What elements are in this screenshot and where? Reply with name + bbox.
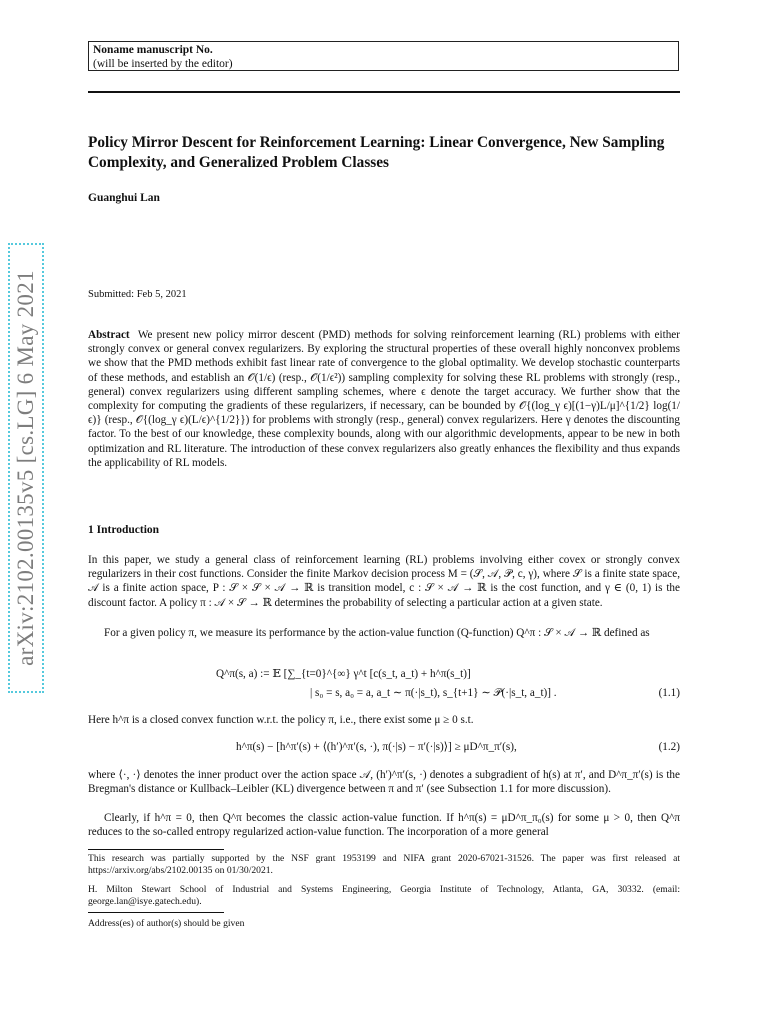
submitted-date: Submitted: Feb 5, 2021: [88, 289, 187, 300]
arxiv-stamp-link[interactable]: [8, 243, 44, 693]
footnote-funding[interactable]: This research was partially supported by the NSF grant 1953199 and NIFA grant 2020-67021-31526. The paper was first released at https://arxiv.org/abs/2102.00135 on 01/30/2021.: [88, 853, 680, 877]
intro-paragraph-3: Here h^π is a closed convex function w.r.t. the policy π, i.e., there exist some μ ≥ 0 s.t.: [88, 714, 474, 726]
intro-paragraph-1: In this paper, we study a general class of reinforcement learning (RL) problems involving either covex or strongly convex regularizers in their cost functions. Consider the finite Markov decision process M = (𝒮, 𝒜, 𝒫, c, γ), where 𝒮 is a finite state space, 𝒜 is a finite action space, P : 𝒮 × 𝒮 × 𝒜 → ℝ is transition model, c : 𝒮 × 𝒜 → ℝ is the cost function, and γ ∈ (0, 1) is the discount factor. A policy π : 𝒜 × 𝒮 → ℝ determines the probability of selecting a particular action at a given state.: [88, 554, 680, 609]
editor-note: (will be inserted by the editor): [93, 58, 233, 70]
abstract-label: Abstract: [88, 329, 130, 341]
section-heading-introduction: 1 Introduction: [88, 524, 160, 536]
abstract-text: We present new policy mirror descent (PMD) methods for solving reinforcement learning (RL) problems with either strongly convex or general convex regularizers. By exploring the structural properties of these overall highly nonconvex problems we show that the PMD methods exhibit fast linear rate of convergence to the global optimality. We develop stochastic counterparts of these methods, and establish an 𝒪(1/ϵ) (resp., 𝒪(1/ϵ²)) sampling complexity for solving these RL problems with strongly (resp., general) convex regularizers using different sampling schemes, where ϵ denote the target accuracy. We further show that the complexity for computing the gradients of these regularizers, if necessary, can be bounded by 𝒪{(log_γ ϵ)[(1−γ)L/μ]^{1/2} log(1/ϵ)} (resp., 𝒪{(log_γ ϵ)(L/ϵ)^{1/2}}) for problems with strongly (resp., general) convex regularizers. Here γ denotes the discounting factor. To the best of our knowledge, these complexity bounds, along with our algorithmic developments, appear to be new in both optimization and RL literature. The introduction of these convex regularizers also greatly enhances the flexibility and thus expands the applicability of RL models.: [88, 329, 680, 469]
author-name: Guanghui Lan: [88, 192, 160, 204]
intro-paragraph-5: Clearly, if h^π = 0, then Q^π becomes the classic action-value function. If h^π(s) = μD^π_π₀(s) for some μ > 0, then Q^π reduces to the so-called entropy regularized action-value function. The incorporation of a more general: [88, 812, 680, 839]
equation-1-1-line1-body: Q^π(s, a) := 𝔼 [∑_{t=0}^{∞} γ^t [c(s_t, a_t) + h^π(s_t)]: [216, 668, 471, 680]
intro-paragraph-4[interactable]: where ⟨·, ·⟩ denotes the inner product over the action space 𝒜, (h′)^π′(s, ·) denotes a subgradient of h(s) at π′, and D^π_π′(s) is the Bregman's distance or Kullback–Leibler (KL) divergence between π and π′ (see Subsection 1.1 for more discussion).: [88, 769, 680, 796]
manuscript-box: [88, 41, 679, 71]
equation-1-2-body: h^π(s) − [h^π′(s) + ⟨(h′)^π′(s, ·), π(·|s) − π′(·|s)⟩] ≥ μD^π_π′(s),: [236, 741, 517, 753]
footnote-address-note: Address(es) of author(s) should be given: [88, 918, 245, 929]
footnote-rule-2: [88, 912, 224, 913]
paper-title: Policy Mirror Descent for Reinforcement Learning: Linear Convergence, New Sampling Complexity, and Generalized Problem Classes: [88, 134, 665, 171]
arxiv-stamp-text: arXiv:2102.00135v5 [cs.LG] 6 May 2021: [13, 270, 38, 666]
equation-1-1-number: (1.1): [658, 687, 680, 699]
intro-paragraph-2: For a given policy π, we measure its performance by the action-value function (Q-function) Q^π : 𝒮 × 𝒜 → ℝ defined as: [104, 627, 650, 639]
header-rule: [88, 91, 680, 93]
footnote-rule: [88, 849, 224, 850]
equation-1-2-number: (1.2): [658, 741, 680, 753]
footnote-affiliation[interactable]: H. Milton Stewart School of Industrial and Systems Engineering, Georgia Institute of Technology, Atlanta, GA, 30332. (email: george.lan@isye.gatech.edu).: [88, 884, 680, 908]
equation-1-1-line2-body: | s₀ = s, a₀ = a, a_t ∼ π(·|s_t), s_{t+1} ∼ 𝒫(·|s_t, a_t)] .: [310, 687, 557, 699]
abstract: [88, 328, 680, 470]
manuscript-label: Noname manuscript No.: [93, 44, 213, 56]
